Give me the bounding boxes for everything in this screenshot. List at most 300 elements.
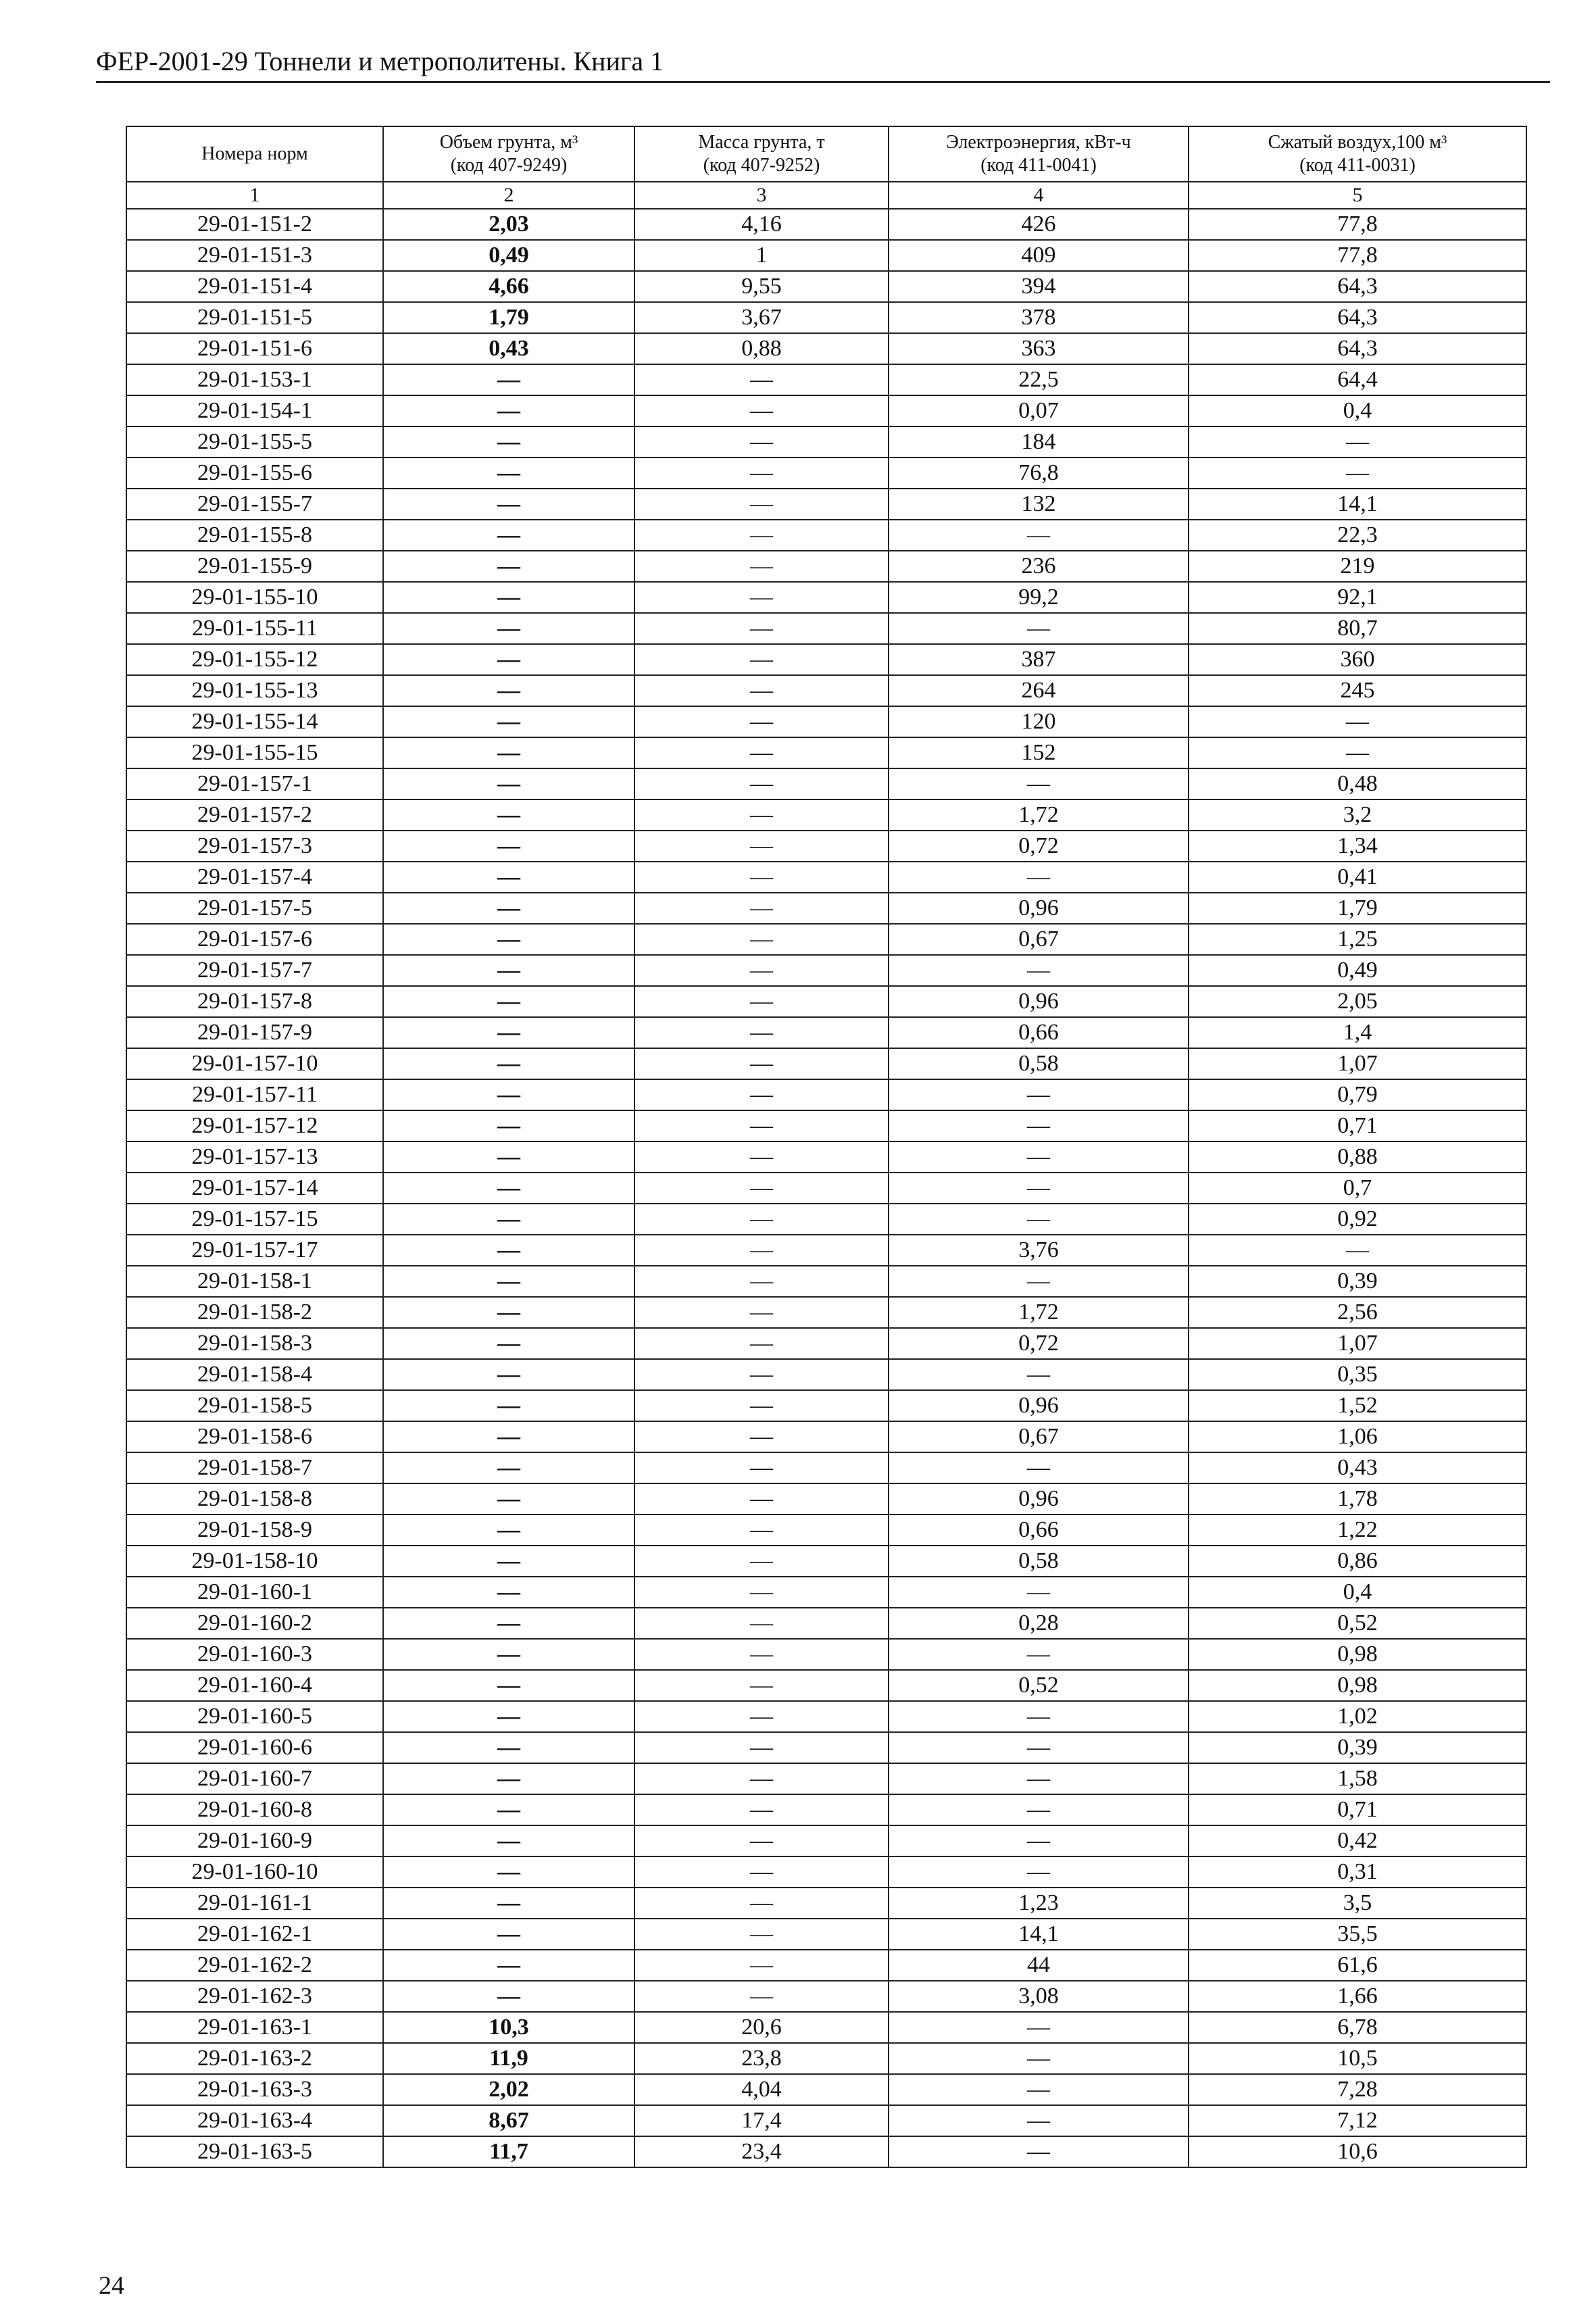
soil-volume-cell: — bbox=[383, 768, 634, 799]
soil-volume-cell: 4,66 bbox=[383, 271, 634, 302]
electricity-cell: 0,66 bbox=[889, 1515, 1189, 1546]
soil-volume-cell: — bbox=[383, 1110, 634, 1141]
norm-number-cell: 29-01-157-17 bbox=[126, 1235, 383, 1266]
compressed-air-cell: 10,5 bbox=[1189, 2043, 1526, 2074]
soil-mass-cell: — bbox=[634, 1856, 889, 1888]
soil-mass-cell: — bbox=[634, 1701, 889, 1732]
electricity-cell: — bbox=[889, 520, 1189, 551]
soil-mass-cell: — bbox=[634, 986, 889, 1017]
soil-volume-cell: — bbox=[383, 831, 634, 862]
soil-volume-cell: — bbox=[383, 1266, 634, 1297]
table-row bbox=[126, 706, 1526, 737]
electricity-cell: — bbox=[889, 1577, 1189, 1608]
table-row bbox=[126, 1359, 1526, 1390]
norm-number-cell: 29-01-157-14 bbox=[126, 1173, 383, 1204]
compressed-air-cell: 10,6 bbox=[1189, 2136, 1526, 2167]
compressed-air-cell: 0,4 bbox=[1189, 1577, 1526, 1608]
compressed-air-cell: 0,4 bbox=[1189, 395, 1526, 426]
soil-mass-cell: 3,67 bbox=[634, 302, 889, 333]
table-row bbox=[126, 1577, 1526, 1608]
compressed-air-cell: 0,49 bbox=[1189, 955, 1526, 986]
compressed-air-cell: 22,3 bbox=[1189, 520, 1526, 551]
electricity-cell: — bbox=[889, 2136, 1189, 2167]
table-row bbox=[126, 271, 1526, 302]
soil-mass-cell: — bbox=[634, 1079, 889, 1110]
electricity-cell: 0,96 bbox=[889, 986, 1189, 1017]
compressed-air-cell: 80,7 bbox=[1189, 613, 1526, 644]
column-header-norm-number: Номера норм bbox=[126, 126, 383, 182]
table-row bbox=[126, 458, 1526, 489]
norm-number-cell: 29-01-157-15 bbox=[126, 1204, 383, 1235]
compressed-air-cell: 1,34 bbox=[1189, 831, 1526, 862]
norm-number-cell: 29-01-163-3 bbox=[126, 2074, 383, 2105]
soil-volume-cell: 11,7 bbox=[383, 2136, 634, 2167]
norm-number-cell: 29-01-160-9 bbox=[126, 1825, 383, 1856]
soil-volume-cell: — bbox=[383, 1141, 634, 1173]
electricity-cell: 3,08 bbox=[889, 1981, 1189, 2012]
soil-volume-cell: — bbox=[383, 1825, 634, 1856]
soil-mass-cell: — bbox=[634, 1919, 889, 1950]
column-number: 5 bbox=[1189, 182, 1526, 209]
soil-mass-cell: — bbox=[634, 799, 889, 831]
electricity-cell: 14,1 bbox=[889, 1919, 1189, 1950]
electricity-cell: 394 bbox=[889, 271, 1189, 302]
soil-volume-cell: — bbox=[383, 1794, 634, 1825]
soil-volume-cell: — bbox=[383, 862, 634, 893]
soil-mass-cell: — bbox=[634, 1546, 889, 1577]
norm-number-cell: 29-01-162-3 bbox=[126, 1981, 383, 2012]
norm-number-cell: 29-01-160-6 bbox=[126, 1732, 383, 1763]
electricity-cell: — bbox=[889, 1452, 1189, 1483]
norm-number-cell: 29-01-161-1 bbox=[126, 1888, 383, 1919]
table-row bbox=[126, 1079, 1526, 1110]
norm-number-cell: 29-01-158-3 bbox=[126, 1328, 383, 1359]
norm-number-cell: 29-01-157-1 bbox=[126, 768, 383, 799]
soil-volume-cell: — bbox=[383, 1577, 634, 1608]
compressed-air-cell: 2,05 bbox=[1189, 986, 1526, 1017]
electricity-cell: 0,96 bbox=[889, 1483, 1189, 1515]
soil-mass-cell: — bbox=[634, 831, 889, 862]
soil-mass-cell: — bbox=[634, 1888, 889, 1919]
soil-volume-cell: — bbox=[383, 395, 634, 426]
soil-volume-cell: — bbox=[383, 893, 634, 924]
soil-volume-cell: — bbox=[383, 1919, 634, 1950]
column-code: (код 407-9249) bbox=[450, 155, 568, 176]
table-row bbox=[126, 1950, 1526, 1981]
compressed-air-cell: 64,4 bbox=[1189, 364, 1526, 395]
norm-number-cell: 29-01-163-4 bbox=[126, 2105, 383, 2136]
electricity-cell: — bbox=[889, 1794, 1189, 1825]
norm-number-cell: 29-01-153-1 bbox=[126, 364, 383, 395]
soil-volume-cell: — bbox=[383, 1483, 634, 1515]
compressed-air-cell: 360 bbox=[1189, 644, 1526, 675]
table-row bbox=[126, 1110, 1526, 1141]
compressed-air-cell: 0,86 bbox=[1189, 1546, 1526, 1577]
soil-volume-cell: — bbox=[383, 1763, 634, 1794]
norm-number-cell: 29-01-158-9 bbox=[126, 1515, 383, 1546]
compressed-air-cell: 61,6 bbox=[1189, 1950, 1526, 1981]
table-row bbox=[126, 302, 1526, 333]
soil-volume-cell: — bbox=[383, 1950, 634, 1981]
table-row bbox=[126, 1141, 1526, 1173]
norm-number-cell: 29-01-157-6 bbox=[126, 924, 383, 955]
table-row bbox=[126, 613, 1526, 644]
soil-volume-cell: — bbox=[383, 582, 634, 613]
norm-number-cell: 29-01-155-12 bbox=[126, 644, 383, 675]
soil-volume-cell: — bbox=[383, 1390, 634, 1421]
table-row bbox=[126, 551, 1526, 582]
soil-volume-cell: — bbox=[383, 458, 634, 489]
soil-mass-cell: — bbox=[634, 1048, 889, 1079]
electricity-cell: 1,72 bbox=[889, 799, 1189, 831]
electricity-cell: 236 bbox=[889, 551, 1189, 582]
electricity-cell: 0,58 bbox=[889, 1048, 1189, 1079]
table-row bbox=[126, 1515, 1526, 1546]
compressed-air-cell: 1,78 bbox=[1189, 1483, 1526, 1515]
table-row bbox=[126, 2074, 1526, 2105]
soil-volume-cell: — bbox=[383, 986, 634, 1017]
table-row bbox=[126, 2136, 1526, 2167]
norm-number-cell: 29-01-151-6 bbox=[126, 333, 383, 364]
soil-volume-cell: — bbox=[383, 613, 634, 644]
electricity-cell: — bbox=[889, 1266, 1189, 1297]
electricity-cell: — bbox=[889, 1173, 1189, 1204]
soil-volume-cell: 0,43 bbox=[383, 333, 634, 364]
soil-volume-cell: — bbox=[383, 1297, 634, 1328]
compressed-air-cell: 1,02 bbox=[1189, 1701, 1526, 1732]
column-number: 2 bbox=[383, 182, 634, 209]
soil-volume-cell: — bbox=[383, 426, 634, 458]
norm-number-cell: 29-01-157-12 bbox=[126, 1110, 383, 1141]
soil-mass-cell: — bbox=[634, 426, 889, 458]
electricity-cell: — bbox=[889, 613, 1189, 644]
soil-volume-cell: — bbox=[383, 1608, 634, 1639]
norm-number-cell: 29-01-157-11 bbox=[126, 1079, 383, 1110]
compressed-air-cell: 3,5 bbox=[1189, 1888, 1526, 1919]
norm-number-cell: 29-01-158-6 bbox=[126, 1421, 383, 1452]
electricity-cell: 0,67 bbox=[889, 1421, 1189, 1452]
table-row bbox=[126, 1794, 1526, 1825]
compressed-air-cell: 0,43 bbox=[1189, 1452, 1526, 1483]
electricity-cell: 0,28 bbox=[889, 1608, 1189, 1639]
soil-mass-cell: — bbox=[634, 1452, 889, 1483]
compressed-air-cell: 2,56 bbox=[1189, 1297, 1526, 1328]
soil-mass-cell: — bbox=[634, 1577, 889, 1608]
column-header-soil-volume: Объем грунта, м³ (код 407-9249) bbox=[383, 126, 634, 182]
compressed-air-cell: 77,8 bbox=[1189, 240, 1526, 271]
norm-number-cell: 29-01-163-2 bbox=[126, 2043, 383, 2074]
soil-volume-cell: — bbox=[383, 364, 634, 395]
norm-number-cell: 29-01-154-1 bbox=[126, 395, 383, 426]
electricity-cell: — bbox=[889, 2012, 1189, 2043]
soil-volume-cell: 8,67 bbox=[383, 2105, 634, 2136]
soil-mass-cell: — bbox=[634, 551, 889, 582]
soil-volume-cell: — bbox=[383, 1546, 634, 1577]
column-code: (код 407-9252) bbox=[703, 155, 820, 176]
electricity-cell: 99,2 bbox=[889, 582, 1189, 613]
soil-mass-cell: — bbox=[634, 520, 889, 551]
compressed-air-cell: 0,98 bbox=[1189, 1639, 1526, 1670]
table-row bbox=[126, 1173, 1526, 1204]
electricity-cell: — bbox=[889, 862, 1189, 893]
norm-number-cell: 29-01-158-1 bbox=[126, 1266, 383, 1297]
table-row bbox=[126, 862, 1526, 893]
soil-volume-cell: — bbox=[383, 1359, 634, 1390]
table-row bbox=[126, 893, 1526, 924]
electricity-cell: — bbox=[889, 1079, 1189, 1110]
compressed-air-cell: 0,71 bbox=[1189, 1794, 1526, 1825]
table-row bbox=[126, 1328, 1526, 1359]
soil-mass-cell: 4,04 bbox=[634, 2074, 889, 2105]
electricity-cell: — bbox=[889, 1639, 1189, 1670]
norm-number-cell: 29-01-160-7 bbox=[126, 1763, 383, 1794]
soil-volume-cell: — bbox=[383, 1856, 634, 1888]
table-row bbox=[126, 1483, 1526, 1515]
compressed-air-cell: 1,07 bbox=[1189, 1328, 1526, 1359]
table-row bbox=[126, 1048, 1526, 1079]
electricity-cell: — bbox=[889, 1825, 1189, 1856]
table-row bbox=[126, 1919, 1526, 1950]
electricity-cell: 0,66 bbox=[889, 1017, 1189, 1048]
norm-number-cell: 29-01-162-1 bbox=[126, 1919, 383, 1950]
table-row bbox=[126, 364, 1526, 395]
electricity-cell: 409 bbox=[889, 240, 1189, 271]
norm-number-cell: 29-01-158-10 bbox=[126, 1546, 383, 1577]
table-row bbox=[126, 644, 1526, 675]
norm-number-cell: 29-01-158-2 bbox=[126, 1297, 383, 1328]
soil-volume-cell: 2,02 bbox=[383, 2074, 634, 2105]
electricity-cell: 0,96 bbox=[889, 893, 1189, 924]
compressed-air-cell: 1,52 bbox=[1189, 1390, 1526, 1421]
compressed-air-cell: 0,7 bbox=[1189, 1173, 1526, 1204]
table-row bbox=[126, 1825, 1526, 1856]
compressed-air-cell: 0,39 bbox=[1189, 1732, 1526, 1763]
compressed-air-cell: 1,22 bbox=[1189, 1515, 1526, 1546]
table-row bbox=[126, 1266, 1526, 1297]
electricity-cell: 0,72 bbox=[889, 1328, 1189, 1359]
soil-mass-cell: — bbox=[634, 1981, 889, 2012]
table-row bbox=[126, 489, 1526, 520]
soil-mass-cell: — bbox=[634, 1204, 889, 1235]
norm-number-cell: 29-01-157-9 bbox=[126, 1017, 383, 1048]
norm-number-cell: 29-01-155-10 bbox=[126, 582, 383, 613]
norm-number-cell: 29-01-157-3 bbox=[126, 831, 383, 862]
soil-volume-cell: — bbox=[383, 644, 634, 675]
soil-mass-cell: — bbox=[634, 1794, 889, 1825]
electricity-cell: 0,07 bbox=[889, 395, 1189, 426]
compressed-air-cell: 0,39 bbox=[1189, 1266, 1526, 1297]
compressed-air-cell: 0,71 bbox=[1189, 1110, 1526, 1141]
norm-number-cell: 29-01-155-9 bbox=[126, 551, 383, 582]
norm-number-cell: 29-01-162-2 bbox=[126, 1950, 383, 1981]
compressed-air-cell: 6,78 bbox=[1189, 2012, 1526, 2043]
soil-mass-cell: — bbox=[634, 862, 889, 893]
soil-volume-cell: 10,3 bbox=[383, 2012, 634, 2043]
soil-volume-cell: — bbox=[383, 1888, 634, 1919]
table-body bbox=[126, 209, 1526, 2167]
table-row bbox=[126, 209, 1526, 240]
soil-volume-cell: — bbox=[383, 924, 634, 955]
norm-number-cell: 29-01-157-4 bbox=[126, 862, 383, 893]
table-row bbox=[126, 1017, 1526, 1048]
compressed-air-cell: 14,1 bbox=[1189, 489, 1526, 520]
norm-number-cell: 29-01-158-4 bbox=[126, 1359, 383, 1390]
soil-mass-cell: — bbox=[634, 1173, 889, 1204]
soil-volume-cell: — bbox=[383, 955, 634, 986]
page-header bbox=[96, 42, 1550, 83]
table-row bbox=[126, 582, 1526, 613]
compressed-air-cell: — bbox=[1189, 426, 1526, 458]
table-row bbox=[126, 955, 1526, 986]
norm-number-cell: 29-01-155-5 bbox=[126, 426, 383, 458]
electricity-cell: — bbox=[889, 1204, 1189, 1235]
electricity-cell: 426 bbox=[889, 209, 1189, 240]
soil-mass-cell: — bbox=[634, 1017, 889, 1048]
compressed-air-cell: 64,3 bbox=[1189, 302, 1526, 333]
soil-mass-cell: — bbox=[634, 768, 889, 799]
soil-mass-cell: — bbox=[634, 955, 889, 986]
soil-mass-cell: — bbox=[634, 893, 889, 924]
soil-mass-cell: — bbox=[634, 364, 889, 395]
table-row bbox=[126, 520, 1526, 551]
soil-volume-cell: — bbox=[383, 1452, 634, 1483]
soil-volume-cell: — bbox=[383, 1204, 634, 1235]
soil-volume-cell: 11,9 bbox=[383, 2043, 634, 2074]
norm-number-cell: 29-01-151-2 bbox=[126, 209, 383, 240]
electricity-cell: — bbox=[889, 1110, 1189, 1141]
norm-number-cell: 29-01-160-5 bbox=[126, 1701, 383, 1732]
table-row bbox=[126, 1608, 1526, 1639]
table-row bbox=[126, 1297, 1526, 1328]
compressed-air-cell: 0,92 bbox=[1189, 1204, 1526, 1235]
table-row bbox=[126, 1670, 1526, 1701]
soil-mass-cell: — bbox=[634, 1390, 889, 1421]
table-header-row bbox=[126, 126, 1526, 182]
table-row bbox=[126, 986, 1526, 1017]
soil-mass-cell: 0,88 bbox=[634, 333, 889, 364]
table-row bbox=[126, 2012, 1526, 2043]
electricity-cell: — bbox=[889, 1856, 1189, 1888]
norm-number-cell: 29-01-155-7 bbox=[126, 489, 383, 520]
table-row bbox=[126, 1204, 1526, 1235]
electricity-cell: 1,23 bbox=[889, 1888, 1189, 1919]
soil-volume-cell: — bbox=[383, 1732, 634, 1763]
compressed-air-cell: 1,07 bbox=[1189, 1048, 1526, 1079]
table-row bbox=[126, 831, 1526, 862]
electricity-cell: 0,96 bbox=[889, 1390, 1189, 1421]
electricity-cell: 76,8 bbox=[889, 458, 1189, 489]
electricity-cell: 3,76 bbox=[889, 1235, 1189, 1266]
soil-mass-cell: — bbox=[634, 458, 889, 489]
norm-number-cell: 29-01-155-15 bbox=[126, 737, 383, 768]
norm-number-cell: 29-01-158-8 bbox=[126, 1483, 383, 1515]
norm-number-cell: 29-01-163-5 bbox=[126, 2136, 383, 2167]
norm-number-cell: 29-01-158-5 bbox=[126, 1390, 383, 1421]
soil-mass-cell: — bbox=[634, 1235, 889, 1266]
table-row bbox=[126, 799, 1526, 831]
table-row bbox=[126, 1732, 1526, 1763]
compressed-air-cell: 35,5 bbox=[1189, 1919, 1526, 1950]
soil-mass-cell: — bbox=[634, 1266, 889, 1297]
compressed-air-cell: 1,58 bbox=[1189, 1763, 1526, 1794]
soil-mass-cell: — bbox=[634, 1483, 889, 1515]
soil-mass-cell: — bbox=[634, 1421, 889, 1452]
compressed-air-cell: 1,4 bbox=[1189, 1017, 1526, 1048]
norm-number-cell: 29-01-151-5 bbox=[126, 302, 383, 333]
soil-mass-cell: — bbox=[634, 1359, 889, 1390]
electricity-cell: — bbox=[889, 1701, 1189, 1732]
compressed-air-cell: 1,06 bbox=[1189, 1421, 1526, 1452]
column-header-compressed-air: Сжатый воздух,100 м³ (код 411-0031) bbox=[1189, 126, 1526, 182]
norms-table bbox=[126, 126, 1527, 2168]
norm-number-cell: 29-01-160-1 bbox=[126, 1577, 383, 1608]
soil-mass-cell: — bbox=[634, 489, 889, 520]
soil-volume-cell: — bbox=[383, 1328, 634, 1359]
table-row bbox=[126, 1981, 1526, 2012]
norm-number-cell: 29-01-160-4 bbox=[126, 1670, 383, 1701]
soil-mass-cell: — bbox=[634, 1670, 889, 1701]
electricity-cell: 363 bbox=[889, 333, 1189, 364]
compressed-air-cell: 0,31 bbox=[1189, 1856, 1526, 1888]
soil-mass-cell: — bbox=[634, 706, 889, 737]
soil-mass-cell: 20,6 bbox=[634, 2012, 889, 2043]
electricity-cell: — bbox=[889, 955, 1189, 986]
soil-volume-cell: — bbox=[383, 1421, 634, 1452]
norm-number-cell: 29-01-157-10 bbox=[126, 1048, 383, 1079]
soil-mass-cell: — bbox=[634, 1639, 889, 1670]
table-row bbox=[126, 1888, 1526, 1919]
soil-mass-cell: — bbox=[634, 1763, 889, 1794]
soil-mass-cell: 1 bbox=[634, 240, 889, 271]
soil-volume-cell: — bbox=[383, 489, 634, 520]
soil-volume-cell: — bbox=[383, 1017, 634, 1048]
soil-mass-cell: — bbox=[634, 675, 889, 706]
table-row bbox=[126, 395, 1526, 426]
norm-number-cell: 29-01-155-14 bbox=[126, 706, 383, 737]
electricity-cell: — bbox=[889, 1359, 1189, 1390]
table-row bbox=[126, 333, 1526, 364]
table-row bbox=[126, 924, 1526, 955]
column-header-electricity: Электроэнергия, кВт-ч (код 411-0041) bbox=[889, 126, 1189, 182]
soil-mass-cell: — bbox=[634, 644, 889, 675]
compressed-air-cell: 1,66 bbox=[1189, 1981, 1526, 2012]
electricity-cell: 0,52 bbox=[889, 1670, 1189, 1701]
electricity-cell: — bbox=[889, 1141, 1189, 1173]
table-row bbox=[126, 1856, 1526, 1888]
compressed-air-cell: 219 bbox=[1189, 551, 1526, 582]
electricity-cell: — bbox=[889, 2043, 1189, 2074]
soil-mass-cell: — bbox=[634, 1950, 889, 1981]
soil-mass-cell: 9,55 bbox=[634, 271, 889, 302]
soil-volume-cell: — bbox=[383, 1701, 634, 1732]
compressed-air-cell: 92,1 bbox=[1189, 582, 1526, 613]
soil-mass-cell: — bbox=[634, 1110, 889, 1141]
table-row bbox=[126, 240, 1526, 271]
soil-volume-cell: — bbox=[383, 1079, 634, 1110]
norm-number-cell: 29-01-157-7 bbox=[126, 955, 383, 986]
norm-number-cell: 29-01-160-3 bbox=[126, 1639, 383, 1670]
norm-number-cell: 29-01-151-3 bbox=[126, 240, 383, 271]
compressed-air-cell: 0,35 bbox=[1189, 1359, 1526, 1390]
norm-number-cell: 29-01-160-8 bbox=[126, 1794, 383, 1825]
soil-volume-cell: — bbox=[383, 520, 634, 551]
column-code: (код 411-0031) bbox=[1299, 155, 1416, 176]
compressed-air-cell: 0,42 bbox=[1189, 1825, 1526, 1856]
table-row bbox=[126, 1763, 1526, 1794]
electricity-cell: — bbox=[889, 2105, 1189, 2136]
compressed-air-cell: 0,41 bbox=[1189, 862, 1526, 893]
table-row bbox=[126, 1639, 1526, 1670]
